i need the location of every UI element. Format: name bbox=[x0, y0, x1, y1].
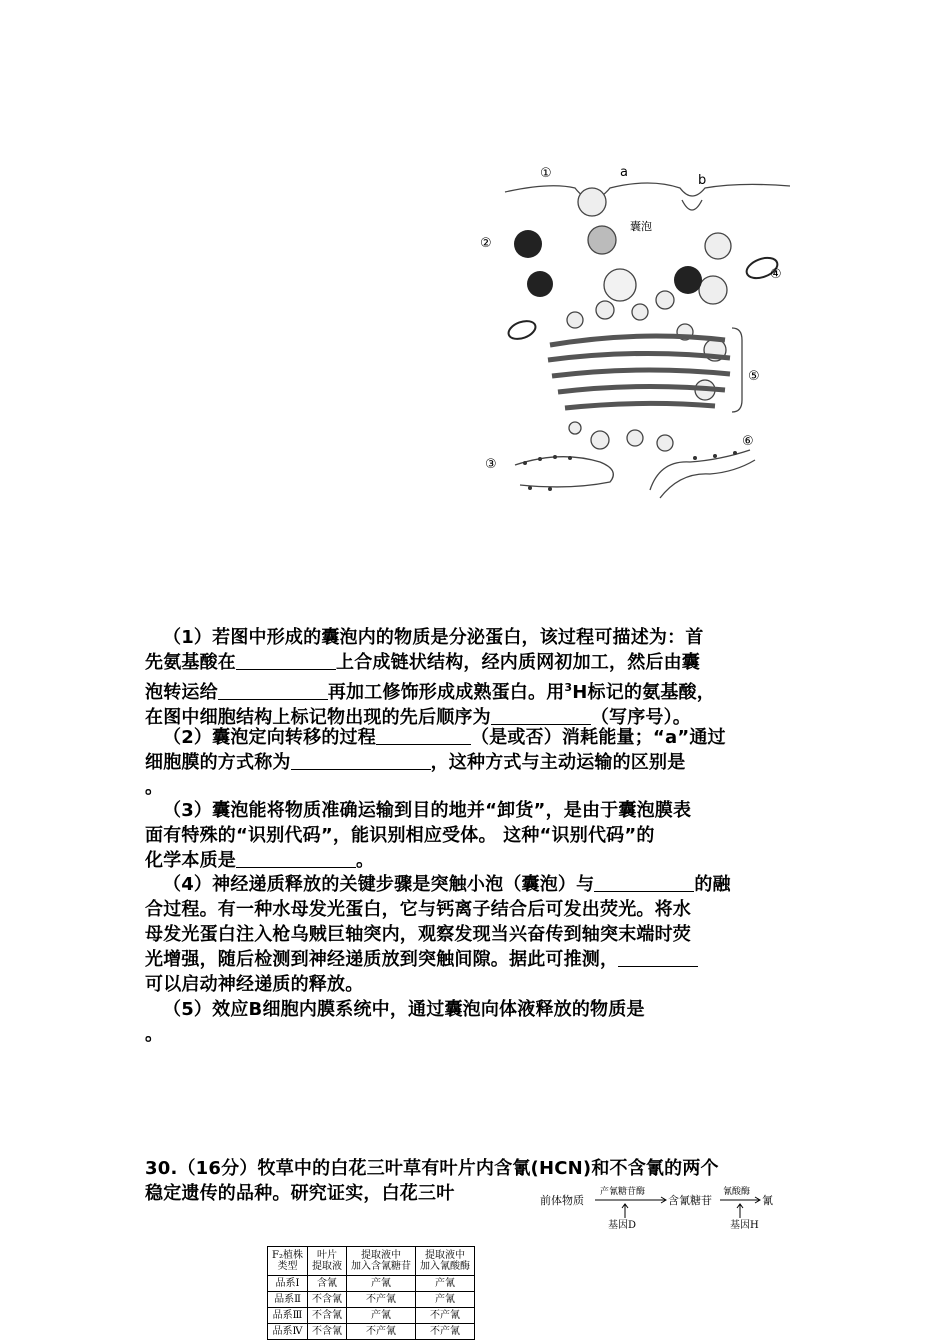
label-vesicle: 囊泡 bbox=[630, 220, 652, 233]
label-5: ⑤ bbox=[748, 369, 760, 384]
question-2: （2）囊泡定向转移的过程 （是或否）消耗能量；“a”通过 细胞膜的方式称为 ，这种方式与主动运输的区别是 。 bbox=[145, 727, 726, 798]
vesicle-transport-diagram bbox=[480, 160, 800, 505]
label-6: ⑥ bbox=[742, 434, 754, 449]
svg-text:氰酸酶: 氰酸酶 bbox=[723, 1187, 751, 1197]
mitochondrion bbox=[506, 318, 538, 343]
blank[interactable] bbox=[218, 681, 328, 700]
label-2: ② bbox=[480, 236, 492, 251]
cell-diagram bbox=[480, 160, 800, 505]
th-2: 提取液中 加入含氰糖苷 bbox=[346, 1247, 415, 1276]
question-5: （5）效应B细胞内膜系统中，通过囊泡向体液释放的物质是 。 bbox=[145, 999, 645, 1045]
vesicle bbox=[705, 233, 731, 259]
question-1: （1）若图中形成的囊泡内的物质是分泌蛋白，该过程可描述为：首 先氨基酸在 上合成链状结构，经内质网初加工，然后由囊 泡转运给 再加工修饰形成成熟蛋白。用$^3$H标记的氨基酸， 在图中细胞结构上标记物出现的先后顺序为 （写序号）。 bbox=[145, 625, 807, 730]
svg-text:含氰糖苷: 含氰糖苷 bbox=[668, 1194, 712, 1207]
svg-text:基因H: 基因H bbox=[730, 1220, 759, 1231]
vesicle bbox=[699, 276, 727, 304]
table-row: 品系Ⅰ 含氰 产氰 产氰 bbox=[268, 1276, 475, 1292]
table-row: 品系Ⅱ 不含氰 不产氰 产氰 bbox=[268, 1292, 475, 1308]
blank[interactable] bbox=[376, 726, 471, 745]
svg-text:基因D: 基因D bbox=[608, 1220, 637, 1231]
label-1: ① bbox=[540, 166, 552, 181]
dark-vesicle bbox=[674, 266, 702, 294]
blank[interactable] bbox=[618, 948, 698, 967]
question-3: （3）囊泡能将物质准确运输到目的地并“卸货”，是由于囊泡膜表 面有特殊的“识别代码”，能识别相应受体。 这种“识别代码”的 化学本质是 。 bbox=[145, 800, 692, 871]
f2-results-table bbox=[267, 1246, 475, 1340]
blank[interactable] bbox=[236, 849, 356, 868]
dark-vesicle bbox=[514, 230, 542, 258]
fusing-vesicle bbox=[578, 188, 606, 216]
rough-er-left bbox=[515, 457, 613, 487]
table-row: 品系Ⅳ 不含氰 不产氰 不产氰 bbox=[268, 1324, 475, 1340]
blank[interactable] bbox=[491, 706, 591, 725]
table-row: 品系Ⅲ 不含氰 产氰 不产氰 bbox=[268, 1308, 475, 1324]
label-4: ④ bbox=[770, 267, 782, 282]
biosynthesis-pathway bbox=[540, 1182, 790, 1232]
label-b: b bbox=[698, 173, 707, 188]
question-4: （4）神经递质释放的关键步骤是突触小泡（囊泡）与 的融 合过程。有一种水母发光蛋白，它与钙离子结合后可发出荧光。将水 母发光蛋白注入枪乌贼巨轴突内，观察发现当兴奋传到轴突末端时荧 光增强，随后检测到神经递质放到突触间隙。据此可推测， 可以启动神经递质的释放。 bbox=[145, 874, 731, 995]
q1-line1: （1）若图中形成的囊泡内的物质是分泌蛋白，该过程可描述为：首 bbox=[163, 627, 704, 648]
question-30: 30.（16分）牧草中的白花三叶草有叶片内含氰(HCN)和不含氰的两个 稳定遗传的品种。研究证实，白花三叶 bbox=[145, 1158, 719, 1204]
svg-text:产氰糖苷酶: 产氰糖苷酶 bbox=[600, 1187, 646, 1197]
blank[interactable] bbox=[594, 873, 694, 892]
blank[interactable] bbox=[236, 651, 336, 670]
th-0: F₂植株 类型 bbox=[268, 1247, 308, 1276]
label-3: ③ bbox=[485, 457, 497, 472]
th-1: 叶片 提取液 bbox=[307, 1247, 346, 1276]
blank[interactable] bbox=[291, 751, 431, 770]
th-3: 提取液中 加入氰酸酶 bbox=[415, 1247, 474, 1276]
svg-text:氰: 氰 bbox=[762, 1194, 773, 1207]
label-a: a bbox=[620, 165, 628, 180]
dark-vesicle bbox=[527, 271, 553, 297]
plasma-membrane bbox=[505, 183, 790, 199]
svg-text:前体物质: 前体物质 bbox=[540, 1194, 584, 1207]
endocytosis-pit bbox=[682, 200, 702, 210]
vesicle bbox=[604, 269, 636, 301]
vesicle bbox=[588, 226, 616, 254]
rough-er-right bbox=[650, 450, 750, 490]
